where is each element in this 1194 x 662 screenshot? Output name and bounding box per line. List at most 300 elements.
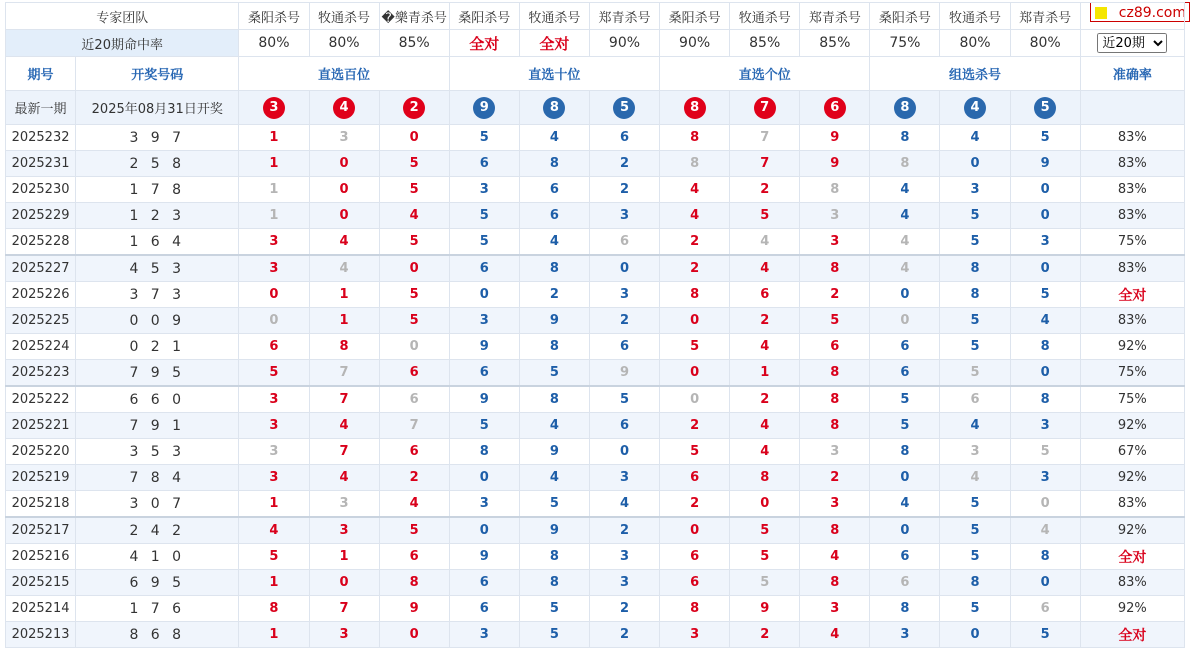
latest-row <box>6 91 1185 125</box>
kill-number: 0 <box>239 308 309 334</box>
latest-ball-cell <box>870 91 940 125</box>
latest-acc-empty <box>1080 91 1184 125</box>
hit-rate: 80% <box>309 30 379 57</box>
kill-number: 8 <box>239 596 309 622</box>
table-row <box>6 596 1185 622</box>
accuracy: 75% <box>1080 386 1184 413</box>
kill-number: 6 <box>870 334 940 360</box>
table-row <box>6 282 1185 308</box>
kill-number: 6 <box>379 360 449 387</box>
accuracy: 75% <box>1080 229 1184 256</box>
kill-number: 5 <box>519 622 589 648</box>
kill-number: 6 <box>589 413 659 439</box>
latest-ball: 5 <box>613 97 635 119</box>
expert-name: 桑阳杀号 <box>449 3 519 30</box>
kill-number: 0 <box>239 282 309 308</box>
table-row <box>6 125 1185 151</box>
kill-number: 4 <box>940 465 1010 491</box>
kill-number: 9 <box>800 125 870 151</box>
kill-number: 5 <box>589 386 659 413</box>
kill-number: 6 <box>379 544 449 570</box>
kill-number: 2 <box>800 465 870 491</box>
kill-number: 2 <box>589 622 659 648</box>
kill-number: 5 <box>940 491 1010 518</box>
issue-number: 2025228 <box>6 229 76 256</box>
table-row <box>6 491 1185 518</box>
kill-number: 6 <box>589 229 659 256</box>
group-units: 直选个位 <box>660 57 870 91</box>
kill-number: 8 <box>1010 334 1080 360</box>
accuracy: 83% <box>1080 570 1184 596</box>
kill-number: 0 <box>940 151 1010 177</box>
kill-number: 6 <box>870 360 940 387</box>
kill-number: 2 <box>660 491 730 518</box>
latest-ball: 2 <box>403 97 425 119</box>
kill-number: 5 <box>449 125 519 151</box>
kill-number: 8 <box>800 517 870 544</box>
table-row <box>6 334 1185 360</box>
kill-number: 8 <box>800 413 870 439</box>
kill-number: 3 <box>239 255 309 282</box>
kill-number: 3 <box>239 439 309 465</box>
kill-number: 6 <box>589 334 659 360</box>
kill-number: 4 <box>379 203 449 229</box>
kill-number: 5 <box>1010 439 1080 465</box>
table-row <box>6 465 1185 491</box>
issue-number: 2025230 <box>6 177 76 203</box>
draw-code: 0 0 9 <box>76 308 239 334</box>
kill-number: 2 <box>589 517 659 544</box>
kill-number: 4 <box>940 413 1010 439</box>
kill-number: 9 <box>589 360 659 387</box>
draw-code: 1 7 6 <box>76 596 239 622</box>
kill-number: 1 <box>239 177 309 203</box>
accuracy: 92% <box>1080 334 1184 360</box>
accuracy: 全对 <box>1080 282 1184 308</box>
kill-number: 3 <box>449 177 519 203</box>
kill-number: 3 <box>800 596 870 622</box>
latest-ball-cell <box>589 91 659 125</box>
kill-number: 2 <box>730 308 800 334</box>
kill-number: 9 <box>730 596 800 622</box>
kill-number: 1 <box>239 570 309 596</box>
kill-number: 6 <box>239 334 309 360</box>
kill-number: 8 <box>870 151 940 177</box>
latest-ball-cell <box>940 91 1010 125</box>
latest-ball: 9 <box>473 97 495 119</box>
kill-number: 0 <box>379 334 449 360</box>
kill-number: 4 <box>800 622 870 648</box>
latest-label: 最新一期 <box>6 91 76 125</box>
kill-number: 8 <box>940 570 1010 596</box>
kill-number: 4 <box>730 229 800 256</box>
expert-name: 郑青杀号 <box>589 3 659 30</box>
kill-number: 0 <box>660 517 730 544</box>
kill-number: 8 <box>940 255 1010 282</box>
draw-code: 1 2 3 <box>76 203 239 229</box>
kill-number: 0 <box>1010 255 1080 282</box>
kill-number: 3 <box>589 465 659 491</box>
kill-number: 5 <box>730 570 800 596</box>
expert-name: 牧通杀号 <box>730 3 800 30</box>
kill-number: 0 <box>449 465 519 491</box>
issue-number: 2025222 <box>6 386 76 413</box>
latest-ball-cell <box>379 91 449 125</box>
kill-number: 0 <box>660 308 730 334</box>
draw-code: 4 5 3 <box>76 255 239 282</box>
kill-number: 0 <box>940 622 1010 648</box>
table-row <box>6 386 1185 413</box>
table-row <box>6 151 1185 177</box>
kill-number: 7 <box>309 439 379 465</box>
kill-number: 4 <box>800 544 870 570</box>
latest-ball: 4 <box>333 97 355 119</box>
draw-code: 0 2 1 <box>76 334 239 360</box>
expert-name-row <box>6 3 1185 30</box>
hit-rate-row <box>6 30 1185 57</box>
hit-rate: 85% <box>379 30 449 57</box>
kill-number: 4 <box>519 125 589 151</box>
kill-number: 8 <box>519 334 589 360</box>
accuracy: 83% <box>1080 125 1184 151</box>
latest-ball: 8 <box>543 97 565 119</box>
hit-rate: 85% <box>800 30 870 57</box>
latest-ball-cell <box>730 91 800 125</box>
group-combo: 组选杀号 <box>870 57 1080 91</box>
hit-rate: 90% <box>589 30 659 57</box>
kill-number: 3 <box>940 177 1010 203</box>
table-row <box>6 255 1185 282</box>
kill-number: 0 <box>379 622 449 648</box>
kill-number: 0 <box>870 282 940 308</box>
kill-number-table <box>5 2 1185 648</box>
accuracy: 92% <box>1080 596 1184 622</box>
kill-number: 8 <box>800 360 870 387</box>
kill-number: 5 <box>730 517 800 544</box>
issue-number: 2025232 <box>6 125 76 151</box>
accuracy: 83% <box>1080 151 1184 177</box>
kill-number: 6 <box>589 125 659 151</box>
kill-number: 0 <box>309 151 379 177</box>
hit-rate: 90% <box>660 30 730 57</box>
kill-number: 4 <box>730 413 800 439</box>
kill-number: 8 <box>800 255 870 282</box>
table-row <box>6 622 1185 648</box>
kill-number: 3 <box>800 229 870 256</box>
issue-number: 2025217 <box>6 517 76 544</box>
kill-number: 0 <box>589 439 659 465</box>
kill-number: 8 <box>800 177 870 203</box>
kill-number: 0 <box>1010 491 1080 518</box>
kill-number: 0 <box>309 203 379 229</box>
expert-name: 郑青杀号 <box>800 3 870 30</box>
kill-number: 5 <box>379 517 449 544</box>
issue-number: 2025219 <box>6 465 76 491</box>
kill-number: 7 <box>309 596 379 622</box>
accuracy: 全对 <box>1080 622 1184 648</box>
kill-number: 4 <box>870 177 940 203</box>
kill-number: 4 <box>239 517 309 544</box>
kill-number: 3 <box>1010 229 1080 256</box>
expert-name: 牧通杀号 <box>940 3 1010 30</box>
kill-number: 3 <box>870 622 940 648</box>
kill-number: 4 <box>870 491 940 518</box>
draw-code: 2 4 2 <box>76 517 239 544</box>
issue-number: 2025229 <box>6 203 76 229</box>
kill-number: 5 <box>1010 125 1080 151</box>
kill-number: 1 <box>309 308 379 334</box>
kill-number: 4 <box>589 491 659 518</box>
kill-number: 2 <box>379 465 449 491</box>
kill-number: 3 <box>309 622 379 648</box>
kill-number: 3 <box>589 282 659 308</box>
kill-number: 9 <box>519 439 589 465</box>
group-hundreds: 直选百位 <box>239 57 449 91</box>
kill-number: 6 <box>870 570 940 596</box>
kill-number: 8 <box>519 544 589 570</box>
kill-number: 5 <box>870 386 940 413</box>
table-row <box>6 177 1185 203</box>
kill-number: 5 <box>379 229 449 256</box>
kill-number: 8 <box>519 386 589 413</box>
draw-code: 1 6 4 <box>76 229 239 256</box>
column-header-row <box>6 57 1185 91</box>
kill-number: 5 <box>940 517 1010 544</box>
kill-number: 7 <box>379 413 449 439</box>
draw-code: 7 9 5 <box>76 360 239 387</box>
kill-number: 6 <box>449 255 519 282</box>
kill-number: 6 <box>730 282 800 308</box>
kill-number: 1 <box>239 203 309 229</box>
kill-number: 4 <box>730 255 800 282</box>
accuracy: 67% <box>1080 439 1184 465</box>
kill-number: 5 <box>870 413 940 439</box>
kill-number: 3 <box>449 308 519 334</box>
kill-number: 7 <box>309 386 379 413</box>
kill-number: 1 <box>239 125 309 151</box>
kill-number: 2 <box>800 282 870 308</box>
kill-number: 5 <box>730 544 800 570</box>
kill-number: 4 <box>1010 308 1080 334</box>
kill-number: 1 <box>309 282 379 308</box>
kill-number: 8 <box>660 596 730 622</box>
accuracy: 83% <box>1080 308 1184 334</box>
accuracy: 92% <box>1080 465 1184 491</box>
kill-number: 9 <box>449 544 519 570</box>
kill-number: 4 <box>519 465 589 491</box>
hit-rate: 80% <box>239 30 309 57</box>
latest-ball: 3 <box>263 97 285 119</box>
kill-number: 3 <box>449 491 519 518</box>
kill-number: 4 <box>660 177 730 203</box>
kill-number: 3 <box>309 125 379 151</box>
latest-ball: 6 <box>824 97 846 119</box>
kill-number: 2 <box>519 282 589 308</box>
period-select[interactable] <box>1097 33 1167 53</box>
kill-number: 8 <box>660 282 730 308</box>
kill-number: 5 <box>519 491 589 518</box>
kill-number: 0 <box>870 308 940 334</box>
draw-code: 1 7 8 <box>76 177 239 203</box>
kill-number: 1 <box>239 622 309 648</box>
logo-cell <box>1080 3 1184 30</box>
accuracy: 83% <box>1080 491 1184 518</box>
kill-number: 9 <box>449 334 519 360</box>
kill-number: 2 <box>730 622 800 648</box>
issue-number: 2025216 <box>6 544 76 570</box>
issue-number: 2025231 <box>6 151 76 177</box>
kill-number: 8 <box>870 125 940 151</box>
kill-number: 8 <box>660 125 730 151</box>
kill-number: 2 <box>589 596 659 622</box>
kill-number: 0 <box>1010 570 1080 596</box>
kill-number: 2 <box>589 177 659 203</box>
hit-rate: 全对 <box>519 30 589 57</box>
kill-number: 8 <box>519 255 589 282</box>
kill-number: 5 <box>1010 282 1080 308</box>
kill-number: 5 <box>239 544 309 570</box>
kill-number: 4 <box>309 465 379 491</box>
accuracy: 92% <box>1080 517 1184 544</box>
kill-number: 4 <box>660 203 730 229</box>
table-row <box>6 413 1185 439</box>
kill-number: 5 <box>940 596 1010 622</box>
issue-number: 2025227 <box>6 255 76 282</box>
kill-number: 3 <box>239 465 309 491</box>
kill-number: 3 <box>239 413 309 439</box>
kill-number: 8 <box>870 439 940 465</box>
kill-number: 2 <box>730 177 800 203</box>
kill-number: 4 <box>519 413 589 439</box>
col-issue: 期号 <box>6 57 76 91</box>
kill-number: 8 <box>519 570 589 596</box>
kill-number: 6 <box>660 465 730 491</box>
kill-number: 9 <box>519 517 589 544</box>
issue-number: 2025223 <box>6 360 76 387</box>
kill-number: 0 <box>449 517 519 544</box>
kill-number: 5 <box>379 151 449 177</box>
issue-number: 2025213 <box>6 622 76 648</box>
group-tens: 直选十位 <box>449 57 659 91</box>
kill-number: 4 <box>309 255 379 282</box>
kill-number: 4 <box>519 229 589 256</box>
col-code: 开奖号码 <box>76 57 239 91</box>
latest-ball: 7 <box>754 97 776 119</box>
kill-number: 0 <box>379 125 449 151</box>
accuracy: 92% <box>1080 413 1184 439</box>
kill-number: 3 <box>589 544 659 570</box>
kill-number: 3 <box>239 229 309 256</box>
kill-number: 4 <box>730 334 800 360</box>
kill-number: 1 <box>730 360 800 387</box>
draw-code: 3 7 3 <box>76 282 239 308</box>
kill-number: 2 <box>660 413 730 439</box>
kill-number: 2 <box>589 151 659 177</box>
table-row <box>6 439 1185 465</box>
kill-number: 3 <box>309 517 379 544</box>
kill-number: 4 <box>309 413 379 439</box>
kill-number: 4 <box>870 203 940 229</box>
expert-name: 桑阳杀号 <box>239 3 309 30</box>
table-row <box>6 544 1185 570</box>
kill-number: 8 <box>800 386 870 413</box>
kill-number: 6 <box>449 596 519 622</box>
kill-number: 8 <box>800 570 870 596</box>
kill-number: 0 <box>589 255 659 282</box>
kill-number: 5 <box>379 308 449 334</box>
kill-number: 3 <box>1010 465 1080 491</box>
draw-code: 7 8 4 <box>76 465 239 491</box>
kill-number: 5 <box>1010 622 1080 648</box>
accuracy: 全对 <box>1080 544 1184 570</box>
kill-number: 3 <box>660 622 730 648</box>
latest-ball-cell <box>309 91 379 125</box>
kill-number: 6 <box>379 386 449 413</box>
issue-number: 2025225 <box>6 308 76 334</box>
team-label: 专家团队 <box>6 3 239 30</box>
kill-number: 0 <box>1010 177 1080 203</box>
kill-number: 6 <box>940 386 1010 413</box>
kill-number: 5 <box>449 413 519 439</box>
kill-number: 3 <box>940 439 1010 465</box>
kill-number: 1 <box>239 151 309 177</box>
kill-number: 0 <box>660 386 730 413</box>
kill-number: 7 <box>309 360 379 387</box>
latest-ball-cell <box>660 91 730 125</box>
draw-code: 4 1 0 <box>76 544 239 570</box>
kill-number: 8 <box>1010 386 1080 413</box>
col-accuracy: 准确率 <box>1080 57 1184 91</box>
kill-number: 0 <box>660 360 730 387</box>
draw-code: 3 0 7 <box>76 491 239 518</box>
hit-rate: 80% <box>1010 30 1080 57</box>
kill-number: 8 <box>519 151 589 177</box>
kill-number: 8 <box>449 439 519 465</box>
kill-number: 4 <box>730 439 800 465</box>
table-row <box>6 570 1185 596</box>
kill-number: 3 <box>800 439 870 465</box>
accuracy: 75% <box>1080 360 1184 387</box>
table-row <box>6 360 1185 387</box>
kill-number: 2 <box>730 386 800 413</box>
kill-number: 3 <box>309 491 379 518</box>
kill-number: 6 <box>870 544 940 570</box>
kill-number: 4 <box>940 125 1010 151</box>
issue-number: 2025214 <box>6 596 76 622</box>
kill-number: 3 <box>1010 413 1080 439</box>
expert-name: 郑青杀号 <box>1010 3 1080 30</box>
kill-number: 9 <box>800 151 870 177</box>
kill-number: 5 <box>940 229 1010 256</box>
kill-number: 5 <box>239 360 309 387</box>
latest-ball-cell <box>239 91 309 125</box>
kill-number: 6 <box>800 334 870 360</box>
hit-rate: 75% <box>870 30 940 57</box>
kill-number: 5 <box>660 439 730 465</box>
kill-number: 6 <box>519 203 589 229</box>
logo-text: cz89.com <box>1118 5 1186 21</box>
latest-ball: 4 <box>964 97 986 119</box>
kill-number: 5 <box>730 203 800 229</box>
latest-ball-cell <box>449 91 519 125</box>
table-row <box>6 517 1185 544</box>
kill-number: 5 <box>519 596 589 622</box>
kill-number: 0 <box>309 570 379 596</box>
kill-number: 9 <box>1010 151 1080 177</box>
accuracy: 83% <box>1080 177 1184 203</box>
kill-number: 3 <box>800 203 870 229</box>
kill-number: 1 <box>239 491 309 518</box>
